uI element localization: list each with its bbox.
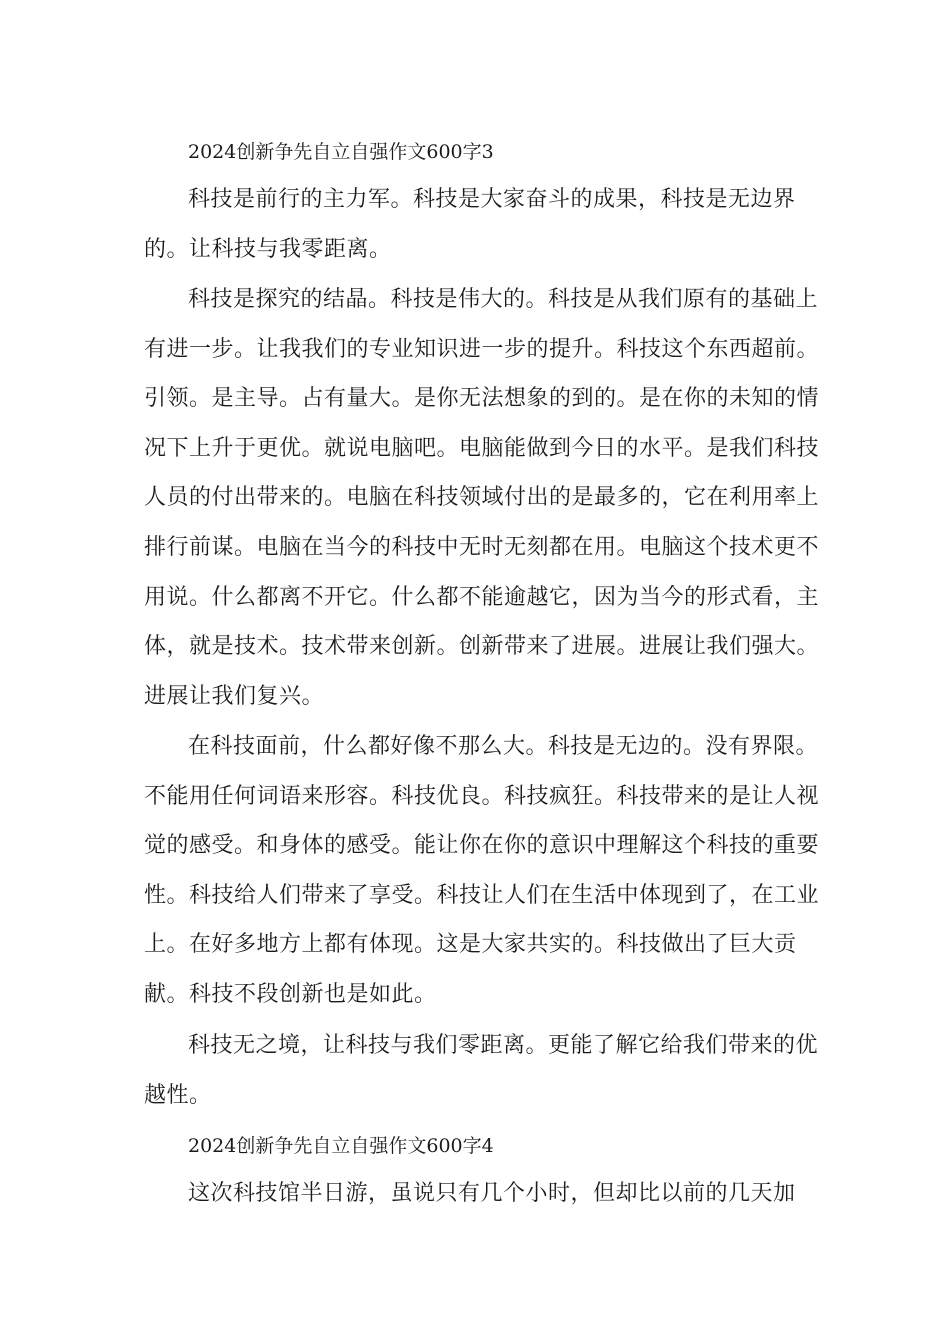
paragraph: 这次科技馆半日游，虽说只有几个小时，但却比以前的几天加 xyxy=(188,1181,796,1206)
paragraph: 科技是前行的主力军。科技是大家奋斗的成果，科技是无边界的。让科技与我零距离。 xyxy=(144,187,796,262)
section-heading-3: 2024创新争先自立自强作文600字3 xyxy=(188,141,494,163)
paragraph: 在科技面前，什么都好像不那么大。科技是无边的。没有界限。不能用任何词语来形容。科技优良。科技疯狂。科技带来的是让人视觉的感受。和身体的感受。能让你在你的意识中理解这个科技的重要性。科技给人们带来了享受。科技让人们在生活中体现到了，在工业上。在好多地方上都有体现。这是大家共实的。科技做出了巨大贡献。科技不段创新也是如此。 xyxy=(144,734,820,1007)
section-heading-4: 2024创新争先自立自强作文600字4 xyxy=(188,1135,494,1157)
paragraph: 科技是探究的结晶。科技是伟大的。科技是从我们原有的基础上有进一步。让我我们的专业知识进一步的提升。科技这个东西超前。引领。是主导。占有量大。是你无法想象的到的。是在你的未知的情况下上升于更优。就说电脑吧。电脑能做到今日的水平。是我们科技人员的付出带来的。电脑在科技领域付出的是最多的，它在利用率上排行前谋。电脑在当今的科技中无时无刻都在用。电脑这个技术更不用说。什么都离不开它。什么都不能逾越它，因为当今的形式看，主体，就是技术。技术带来创新。创新带来了进展。进展让我们强大。进展让我们复兴。 xyxy=(144,287,820,709)
paragraph: 科技无之境，让科技与我们零距离。更能了解它给我们带来的优越性。 xyxy=(144,1033,819,1108)
